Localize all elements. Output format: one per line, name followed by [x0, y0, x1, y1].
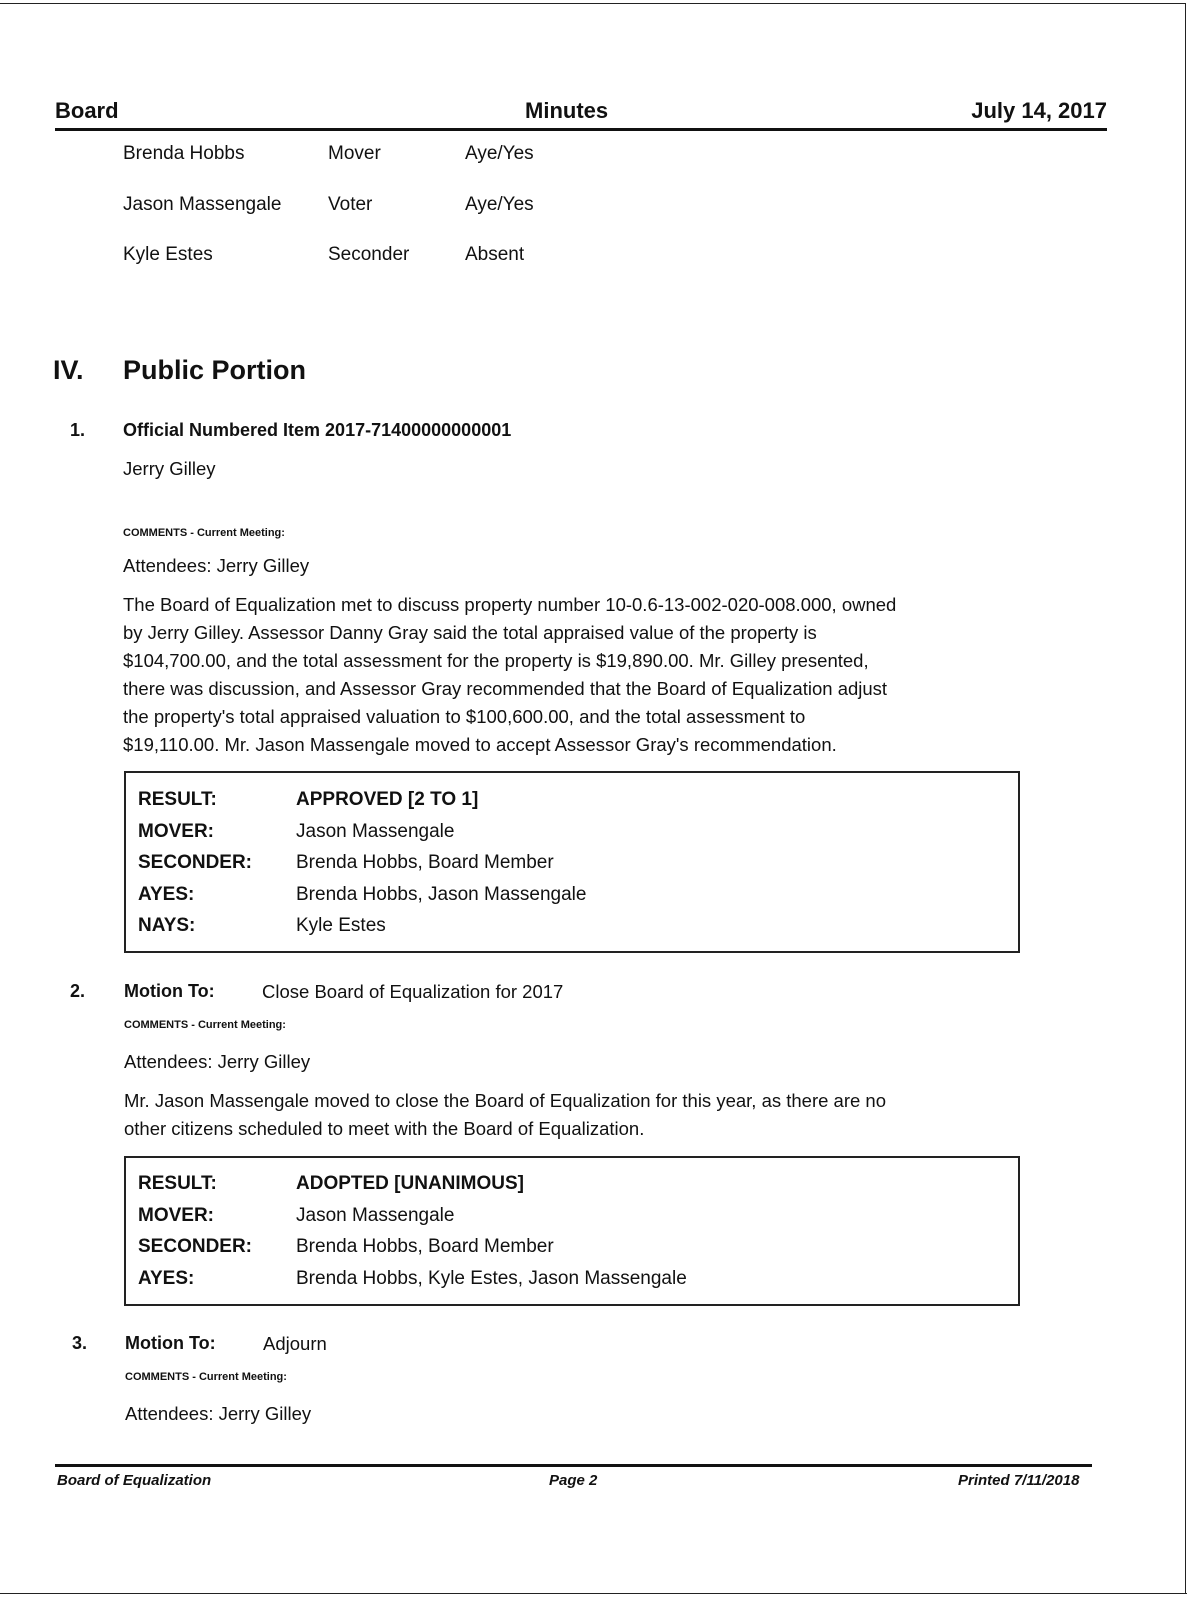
- ayes-value: Brenda Hobbs, Kyle Estes, Jason Massengale: [296, 1268, 687, 1289]
- paragraph-line: there was discussion, and Assessor Gray recommended that the Board of Equalization adjust: [123, 678, 888, 699]
- motion-label: Motion To:: [125, 1333, 216, 1353]
- header-board: Board: [55, 98, 119, 123]
- ayes-label: AYES:: [138, 1268, 195, 1289]
- vote-value: Absent: [465, 244, 525, 265]
- item1-paragraph: [123, 591, 1023, 759]
- item-number: 3.: [72, 1333, 88, 1353]
- paragraph-line: $19,110.00. Mr. Jason Massengale moved to accept Assessor Gray's recommendation.: [123, 734, 837, 755]
- footer-printed: Printed 7/11/2018: [958, 1472, 1080, 1489]
- nays-label: NAYS:: [138, 915, 196, 936]
- seconder-label: SECONDER:: [138, 852, 253, 873]
- item-number: 1.: [70, 420, 86, 440]
- motion-text: Adjourn: [263, 1333, 327, 1354]
- vote-name: Kyle Estes: [123, 244, 213, 265]
- paragraph-line: by Jerry Gilley. Assessor Danny Gray said the total appraised value of the property is: [123, 622, 817, 643]
- mover-value: Jason Massengale: [296, 821, 455, 842]
- paragraph-line: The Board of Equalization met to discuss property number 10-0.6-13-002-020-008.000, owned: [123, 594, 897, 615]
- vote-role: Seconder: [328, 244, 410, 265]
- vote-value: Aye/Yes: [465, 194, 534, 215]
- result-label: RESULT:: [138, 789, 217, 810]
- item-number: 2.: [70, 981, 86, 1001]
- seconder-value: Brenda Hobbs, Board Member: [296, 852, 554, 873]
- result-value: ADOPTED [UNANIMOUS]: [296, 1173, 524, 1194]
- header-date: July 14, 2017: [971, 98, 1107, 123]
- result-label: RESULT:: [138, 1173, 217, 1194]
- item2-paragraph: [124, 1087, 1024, 1143]
- comments-label: COMMENTS - Current Meeting:: [124, 1019, 286, 1031]
- footer-page: Page 2: [549, 1472, 598, 1489]
- attendees: Attendees: Jerry Gilley: [125, 1403, 312, 1424]
- nays-value: Kyle Estes: [296, 915, 386, 936]
- footer-left: Board of Equalization: [57, 1472, 212, 1489]
- vote-role: Mover: [328, 143, 381, 164]
- vote-role: Voter: [328, 194, 373, 215]
- mover-value: Jason Massengale: [296, 1205, 455, 1226]
- result-value: APPROVED [2 TO 1]: [296, 789, 479, 810]
- ayes-value: Brenda Hobbs, Jason Massengale: [296, 884, 587, 905]
- page-border-bottom: [0, 1593, 1187, 1594]
- page-header: [55, 98, 1107, 131]
- paragraph-line: $104,700.00, and the total assessment for the property is $19,890.00. Mr. Gilley presented,: [123, 650, 869, 671]
- ayes-label: AYES:: [138, 884, 195, 905]
- motion-text: Close Board of Equalization for 2017: [262, 981, 564, 1002]
- paragraph-line: other citizens scheduled to meet with the Board of Equalization.: [124, 1118, 645, 1139]
- page-border-right: [1185, 3, 1186, 1593]
- attendees: Attendees: Jerry Gilley: [124, 1051, 311, 1072]
- vote-name: Brenda Hobbs: [123, 143, 245, 164]
- motion-label: Motion To:: [124, 981, 215, 1001]
- item-subtitle: Jerry Gilley: [123, 458, 216, 479]
- seconder-value: Brenda Hobbs, Board Member: [296, 1236, 554, 1257]
- section-number: IV.: [53, 355, 84, 385]
- comments-label: COMMENTS - Current Meeting:: [125, 1371, 287, 1383]
- seconder-label: SECONDER:: [138, 1236, 253, 1257]
- vote-value: Aye/Yes: [465, 143, 534, 164]
- attendees: Attendees: Jerry Gilley: [123, 555, 310, 576]
- result-box: [124, 771, 1020, 953]
- section-title: Public Portion: [123, 355, 307, 385]
- mover-label: MOVER:: [138, 1205, 214, 1226]
- comments-label: COMMENTS - Current Meeting:: [123, 527, 285, 539]
- mover-label: MOVER:: [138, 821, 214, 842]
- footer-rule: [55, 1464, 1092, 1467]
- page-border-top: [0, 3, 1185, 4]
- header-minutes: Minutes: [525, 98, 609, 123]
- result-box: [124, 1156, 1020, 1306]
- paragraph-line: Mr. Jason Massengale moved to close the Board of Equalization for this year, as there are no: [124, 1090, 887, 1111]
- vote-name: Jason Massengale: [123, 194, 282, 215]
- paragraph-line: the property's total appraised valuation to $100,600.00, and the total assessment to: [123, 706, 806, 727]
- item-title: Official Numbered Item 2017-71400000000001: [123, 420, 512, 440]
